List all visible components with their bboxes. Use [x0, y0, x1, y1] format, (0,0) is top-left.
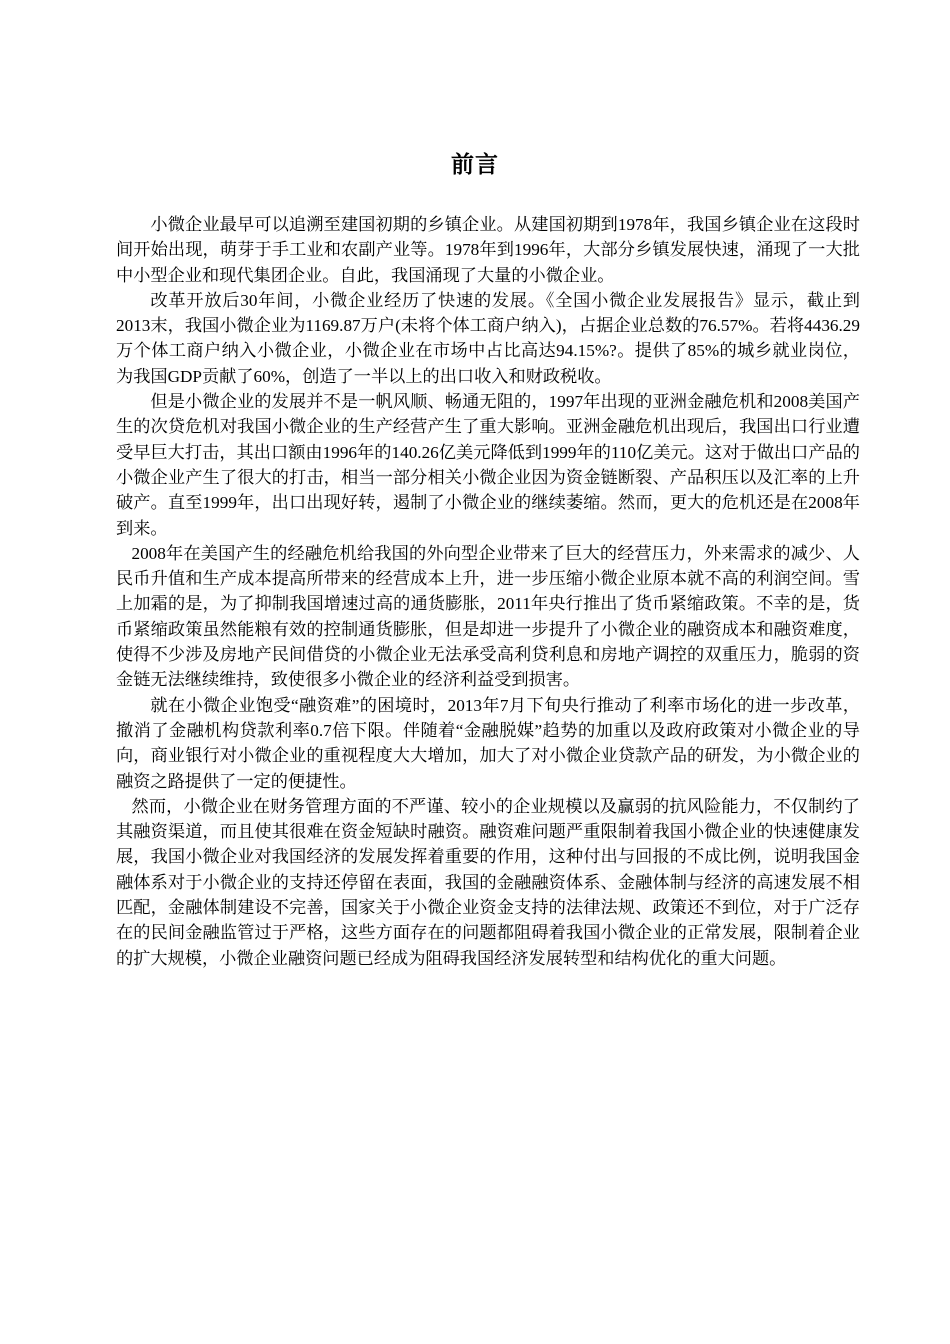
- paragraph-6: 然而，小微企业在财务管理方面的不严谨、较小的企业规模以及赢弱的抗风险能力，不仅制约了其融资渠道，而且使其很难在资金短缺时融资。融资难问题严重限制着我国小微企业的快速健康发展，我国小微企业对我国经济的发展发挥着重要的作用，这种付出与回报的不成比例，说明我国金融体系对于小微企业的支持还停留在表面，我国的金融融资体系、金融体制与经济的高速发展不相匹配，金融体制建设不完善，国家关于小微企业资金支持的法律法规、政策还不到位，对于广泛存在的民间金融监管过于严格，这些方面存在的问题都阻碍着我国小微企业的正常发展，限制着企业的扩大规模，小微企业融资问题已经成为阻碍我国经济发展转型和结构优化的重大问题。: [116, 796, 860, 968]
- paragraph-2: 改革开放后30年间，小微企业经历了快速的发展。《全国小微企业发展报告》显示，截止到2013末，我国小微企业为1169.87万户(未将个体工商户纳入)，占据企业总数的76.57%。若将4436.29万个体工商户纳入小微企业，小微企业在市场中占比高达94.15%?。提供了85%的城乡就业岗位，为我国GDP贡献了60%，创造了一半以上的出口收入和财政税收。: [116, 290, 860, 386]
- paragraph-5: 就在小微企业饱受“融资难”的困境时，2013年7月下旬央行推动了利率市场化的进一步改革，撤消了金融机构贷款利率0.7倍下限。伴随着“金融脱媒”趋势的加重以及政府政策对小微企业的导向，商业银行对小微企业的重视程度大大增加，加大了对小微企业贷款产品的研发，为小微企业的融资之路提供了一定的便捷性。: [116, 695, 860, 791]
- paragraph-4: 2008年在美国产生的经融危机给我国的外向型企业带来了巨大的经营压力，外来需求的减少、人民币升值和生产成本提高所带来的经营成本上升，进一步压缩小微企业原本就不高的利润空间。雪上加霜的是，为了抑制我国增速过高的通货膨胀，2011年央行推出了货币紧缩政策。不幸的是，货币紧缩政策虽然能粮有效的控制通货膨胀，但是却进一步提升了小微企业的融资成本和融资难度，使得不少涉及房地产民间借贷的小微企业无法承受高利贷利息和房地产调控的双重压力，脆弱的资金链无法继续维持，致使很多小微企业的经济利益受到损害。: [116, 543, 860, 690]
- body-text: [116, 212, 860, 971]
- paragraph-3: 但是小微企业的发展并不是一帆风顺、畅通无阻的，1997年出现的亚洲金融危机和2008美国产生的次贷危机对我国小微企业的生产经营产生了重大影响。亚洲金融危机出现后，我国出口行业遭受早巨大打击，其出口额由1996年的140.26亿美元降低到1999年的110亿美元。这对于做出口产品的小微企业产生了很大的打击，相当一部分相关小微企业因为资金链断裂、产品积压以及汇率的上升破产。直至1999年，出口出现好转，遏制了小微企业的继续萎缩。然而，更大的危机还是在2008年到来。: [116, 392, 860, 538]
- paragraph-1: 小微企业最早可以追溯至建国初期的乡镇企业。从建国初期到1978年，我国乡镇企业在这段时间开始出现，萌芽于手工业和农副产业等。1978年到1996年，大部分乡镇发展快速，涌现了一大批中小型企业和现代集团企业。自此，我国涌现了大量的小微企业。: [116, 215, 860, 285]
- page-title: 前言: [451, 152, 499, 177]
